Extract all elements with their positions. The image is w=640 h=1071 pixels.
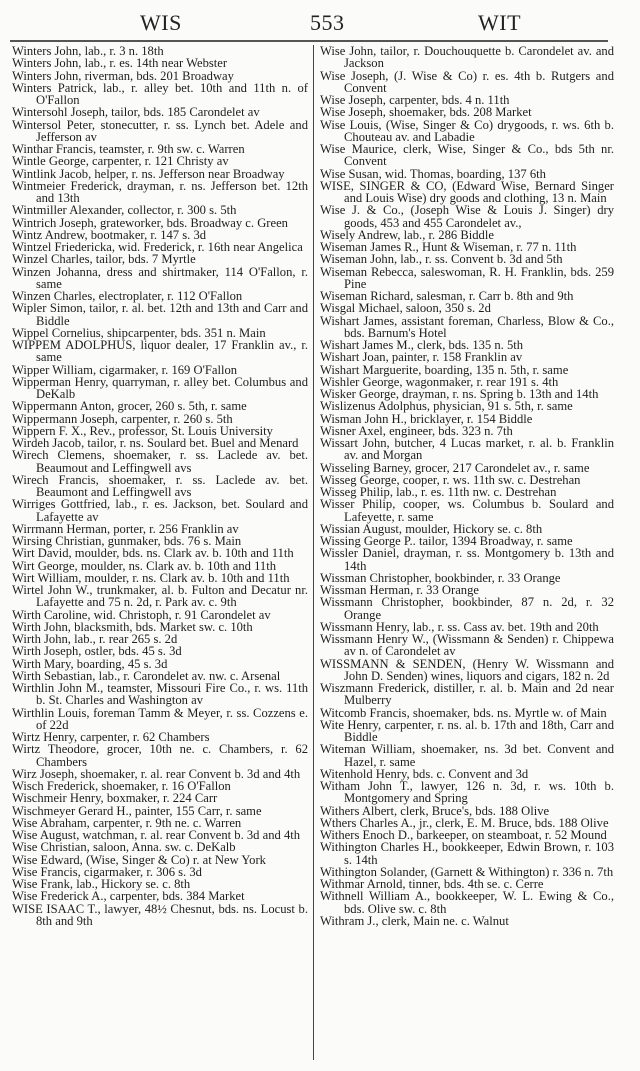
directory-entry: Wise Francis, cigarmaker, r. 306 s. 3d — [12, 864, 202, 879]
directory-entry: Withers Enoch D., barkeeper, on steamboat, r. 52 Mound — [320, 828, 607, 842]
directory-entry: Wissing George P.. tailor, 1394 Broadway, r. same — [320, 534, 573, 548]
directory-entry: Wisseg George, cooper, r. ws. 11th sw. c. Destrehan — [320, 472, 581, 487]
directory-entry: Wise Joseph, (J. Wise & Co) r. es. 4th b. Rutgers and Convent — [320, 68, 614, 95]
directory-entry: Wisch Frederick, shoemaker, r. 16 O'Fallon — [12, 779, 231, 793]
directory-entry: Wisner Axel, engineer, bds. 323 n. 7th — [320, 423, 513, 438]
directory-entry: Wite Henry, carpenter, r. ns. al. b. 17th and 18th, Carr and Biddle — [320, 717, 614, 744]
directory-entry: Wintle George, carpenter, r. 121 Christy av — [12, 154, 229, 169]
directory-entry: Wirsing Christian, gunmaker, bds. 76 s. Main — [12, 534, 242, 548]
directory-entry: Wipper William, cigarmaker, r. 169 O'Fallon — [12, 362, 238, 377]
page-header — [12, 10, 624, 38]
directory-entry: Wise Louis, (Wise, Singer & Co) drygoods, r. ws. 6th b. Chouteau av. and Labadie — [320, 117, 614, 144]
directory-entry: Wirech Clemens, shoemaker, r. ss. Laclede av. bet. Beaumout and Leffingwell avs — [12, 448, 308, 475]
directory-entry: Wirth Caroline, wid. Christoph, r. 91 Carondelet av — [12, 607, 271, 622]
directory-entry: Winzen Johanna, dress and shirtmaker, 114 O'Fallon, r. same — [12, 264, 308, 291]
directory-entry: Wislizenus Adolphus, physician, 91 s. 5th, r. same — [320, 399, 573, 414]
directory-entry: WIPPEM ADOLPHUS, liquor dealer, 17 Franklin av., r. same — [12, 338, 308, 365]
directory-entry: Wippern F. X., Rev., professor, St. Louis University — [12, 423, 273, 438]
directory-entry: Wirth John, lab., r. rear 265 s. 2d — [12, 632, 178, 646]
right-column — [320, 45, 614, 927]
directory-entry: Winthar Francis, teamster, r. 9th sw. c. Warren — [12, 142, 245, 156]
directory-entry: Wirt David, moulder, bds. ns. Clark av. b. 10th and 11th — [12, 546, 294, 561]
directory-entry: Wirt George, moulder, ns. Clark av. b. 10th and 11th — [12, 558, 276, 573]
directory-entry: Wirtel John W., trunkmaker, al. b. Fulton and Decatur nr. Lafayette and 75 n. 2d, r. Park av. c. 9th — [12, 583, 308, 610]
directory-entry: Wirz Joseph, shoemaker, r. al. rear Convent b. 3d and 4th — [12, 766, 301, 781]
directory-entry: Wishart Joan, painter, r. 158 Franklin av — [320, 350, 523, 365]
directory-entry: Wise Abraham, carpenter, r. 9th ne. c. Warren — [12, 815, 242, 830]
directory-entry: Wintersol Peter, stonecutter, r. ss. Lynch bet. Adele and Jefferson av — [12, 117, 308, 144]
directory-entry: Wintzel Friedericka, wid. Frederick, r. 16th near Angelica — [12, 240, 303, 254]
directory-entry: Wischmeyer Gerard H., painter, 155 Carr, r. same — [12, 803, 262, 818]
column-divider — [313, 45, 314, 1060]
directory-entry: Withington Solander, (Garnett & Withington) r. 336 n. 7th — [320, 864, 614, 879]
directory-entry: Withers Albert, clerk, Bruce's, bds. 188 Olive — [320, 803, 550, 818]
directory-entry: Wissmann Christopher, bookbinder, 87 n. 2d, r. 32 Orange — [320, 595, 614, 622]
page-number: 553 — [310, 10, 345, 35]
directory-entry: Winters John, riverman, bds. 201 Broadway — [12, 68, 234, 83]
directory-entry: Wisser Philip, cooper, ws. Columbus b. Soulard and Lafeyette, r. same — [320, 497, 614, 524]
directory-entry: Wissman Christopher, bookbinder, r. 33 Orange — [320, 570, 561, 585]
directory-entry: Wise Frederick A., carpenter, bds. 384 Market — [12, 889, 245, 904]
directory-entry: Wirth John, blacksmith, bds. Market sw. c. 10th — [12, 619, 253, 634]
directory-entry: Wirth Mary, boarding, 45 s. 3d — [12, 656, 168, 671]
directory-entry: Wipperman Henry, quarryman, r. alley bet. Columbus and DeKalb — [12, 374, 308, 401]
directory-entry: Winters John, lab., r. 3 n. 18th — [12, 44, 164, 58]
directory-entry: Wissman Herman, r. 33 Orange — [320, 583, 479, 597]
directory-entry: Witcomb Francis, shoemaker, bds. ns. Myrtle w. of Main — [320, 705, 607, 720]
directory-entry: Wippermann Anton, grocer, 260 s. 5th, r. same — [12, 399, 247, 414]
directory-entry: Wise Christian, saloon, Anna. sw. c. DeKalb — [12, 840, 236, 855]
directory-entry: WISE ISAAC T., lawyer, 48½ Chesnut, bds. ns. Locust b. 8th and 9th — [12, 901, 308, 928]
left-guide-word: WIS — [140, 10, 182, 35]
directory-entry: Wintrich Joseph, grateworker, bds. Broadway c. Green — [12, 215, 288, 230]
directory-entry: Wirriges Gottfried, lab., r. es. Jackson, bet. Soulard and Lafayette av — [12, 497, 308, 524]
directory-entry: Winzen Charles, electroplater, r. 112 O'Fallon — [12, 289, 243, 303]
directory-entry: Wise John, tailor, r. Douchouquette b. Carondelet av. and Jackson — [320, 44, 614, 71]
directory-entry: Wipler Simon, tailor, r. al. bet. 12th and 13th and Carr and Biddle — [12, 301, 308, 328]
directory-entry: Wintmiller Alexander, collector, r. 300 s. 5th — [12, 203, 237, 218]
directory-entry: Wise Susan, wid. Thomas, boarding, 137 6th — [320, 166, 546, 181]
directory-entry: Wise Edward, (Wise, Singer & Co) r. at New York — [12, 852, 266, 867]
directory-entry: Wisely Andrew, lab., r. 286 Biddle — [320, 227, 494, 242]
directory-entry: Wirthlin Louis, foreman Tamm & Meyer, r. ss. Cozzens e. of 22d — [12, 705, 308, 732]
directory-entry: Withram J., clerk, Main ne. c. Walnut — [320, 913, 509, 928]
directory-entry: Withmar Arnold, tinner, bds. 4th se. c. Cerre — [320, 877, 544, 891]
directory-entry: Wirdeh Jacob, tailor, r. ns. Soulard bet. Buel and Menard — [12, 436, 299, 450]
directory-entry: Wiseman John, lab., r. ss. Convent b. 3d and 5th — [320, 252, 563, 267]
directory-entry: Witeman William, shoemaker, ns. 3d bet. Convent and Hazel, r. same — [320, 742, 614, 769]
directory-entry: Wise J. & Co., (Joseph Wise & Louis J. Singer) dry goods, 453 and 455 Carondelet av., — [320, 203, 614, 230]
directory-entry: Wirthlin John M., teamster, Missouri Fire Co., r. ws. 11th b. St. Charles and Washington av — [12, 681, 308, 708]
directory-entry: Wippel Cornelius, shipcarpenter, bds. 351 n. Main — [12, 325, 266, 340]
directory-entry: Wishler George, wagonmaker, r. rear 191 s. 4th — [320, 374, 559, 389]
directory-entry: Wissart John, butcher, 4 Lucas market, r. al. b. Franklin av. and Morgan — [320, 436, 614, 463]
directory-entry: Wthers Charles A., jr., clerk, E. M. Bruce, bds. 188 Olive — [320, 815, 609, 830]
directory-entry: Wiseman Richard, salesman, r. Carr b. 8th and 9th — [320, 289, 574, 303]
directory-entry: Withington Charles H., bookkeeper, Edwin Brown, r. 103 s. 14th — [320, 840, 614, 867]
directory-entry: Wippermann Joseph, carpenter, r. 260 s. 5th — [12, 411, 233, 426]
directory-entry: Wiszmann Frederick, distiller, r. al. b. Main and 2d near Mulberry — [320, 681, 614, 708]
directory-entry: Witham John T., lawyer, 126 n. 3d, r. ws. 10th b. Montgomery and Spring — [320, 779, 614, 806]
directory-entry: Wiseman James R., Hunt & Wiseman, r. 77 n. 11th — [320, 240, 577, 254]
directory-entry: Wirth Joseph, ostler, bds. 45 s. 3d — [12, 644, 182, 659]
directory-entry: Wissian August, moulder, Hickory se. c. 8th — [320, 521, 543, 536]
directory-entry: Winters Patrick, lab., r. alley bet. 10th and 11th n. of O'Fallon — [12, 80, 308, 107]
directory-entry: Wintz Andrew, bootmaker, r. 147 s. 3d — [12, 227, 207, 242]
directory-entry: Wirtz Henry, carpenter, r. 62 Chambers — [12, 730, 210, 744]
right-guide-word: WIT — [478, 10, 522, 35]
header-rule — [10, 40, 608, 42]
directory-entry: Wishart Marguerite, boarding, 135 n. 5th, r. same — [320, 362, 569, 377]
directory-entry: WISSMANN & SENDEN, (Henry W. Wissmann and John D. Senden) wines, liquors and cigars, 182 n. 2d — [320, 656, 614, 683]
directory-entry: Winzel Charles, tailor, bds. 7 Myrtle — [12, 252, 196, 267]
directory-entry: WISE, SINGER & CO, (Edward Wise, Bernard Singer and Louis Wise) dry goods and clothing, 13 n. Main — [320, 178, 614, 205]
left-column — [12, 45, 308, 927]
directory-entry: Wisgal Michael, saloon, 350 s. 2d — [320, 301, 491, 316]
directory-entry: Wintmeier Frederick, drayman, r. ns. Jefferson bet. 12th and 13th — [12, 178, 308, 205]
directory-entry: Wiseman Rebecca, saleswoman, R. H. Franklin, bds. 259 Pine — [320, 264, 614, 291]
directory-entry: Wirech Francis, shoemaker, r. ss. Laclede av. bet. Beaumont and Leffingwell avs — [12, 472, 308, 499]
directory-entry: Wise Joseph, shoemaker, bds. 208 Market — [320, 105, 532, 120]
directory-entry: Witenhold Henry, bds. c. Convent and 3d — [320, 766, 529, 781]
directory-entry: Wisker George, drayman, r. ns. Spring b. 13th and 14th — [320, 387, 599, 401]
directory-entry: Wisman John H., bricklayer, r. 154 Biddle — [320, 411, 533, 426]
directory-entry: Wise Maurice, clerk, Wise, Singer & Co., bds 5th nr. Convent — [320, 142, 614, 169]
directory-entry: Wisseling Barney, grocer, 217 Carondelet av., r. same — [320, 460, 590, 475]
directory-entry: Withnell William A., bookkeeper, W. L. Ewing & Co., bds. Olive sw. c. 8th — [320, 889, 614, 916]
directory-entry: Wischmeir Henry, boxmaker, r. 224 Carr — [12, 791, 218, 806]
directory-entry: Wissmann Henry W., (Wissmann & Senden) r. Chippewa av n. of Carondelet av — [320, 632, 614, 659]
directory-entry: Wintlink Jacob, helper, r. ns. Jefferson near Broadway — [12, 166, 285, 181]
directory-entry: Wisseg Philip, lab., r. es. 11th nw. c. Destrehan — [320, 485, 557, 499]
directory-entry: Wise August, watchman, r. al. rear Convent b. 3d and 4th — [12, 828, 301, 842]
directory-entry: Wise Frank, lab., Hickory se. c. 8th — [12, 877, 191, 891]
directory-entry: Wirtz Theodore, grocer, 10th ne. c. Chambers, r. 62 Chambers — [12, 742, 308, 769]
directory-entry: Wissmann Henry, lab., r. ss. Cass av. bet. 19th and 20th — [320, 619, 599, 634]
directory-entry: Wise Joseph, carpenter, bds. 4 n. 11th — [320, 93, 510, 107]
directory-entry: Wintersohl Joseph, tailor, bds. 185 Carondelet av — [12, 105, 260, 120]
directory-entry: Wishart James M., clerk, bds. 135 n. 5th — [320, 338, 524, 352]
directory-entry: Winters John, lab., r. es. 14th near Webster — [12, 56, 228, 71]
directory-entry: Wissler Daniel, drayman, r. ss. Montgomery b. 13th and 14th — [320, 546, 614, 573]
directory-entry: Wirt William, moulder, r. ns. Clark av. b. 10th and 11th — [12, 570, 290, 585]
directory-entry: Wirth Sebastian, lab., r. Carondelet av. nw. c. Arsenal — [12, 668, 281, 683]
directory-entry: Wishart James, assistant foreman, Charless, Blow & Co., bds. Barnum's Hotel — [320, 313, 614, 340]
directory-entry: Wirrmann Herman, porter, r. 256 Franklin av — [12, 521, 239, 536]
